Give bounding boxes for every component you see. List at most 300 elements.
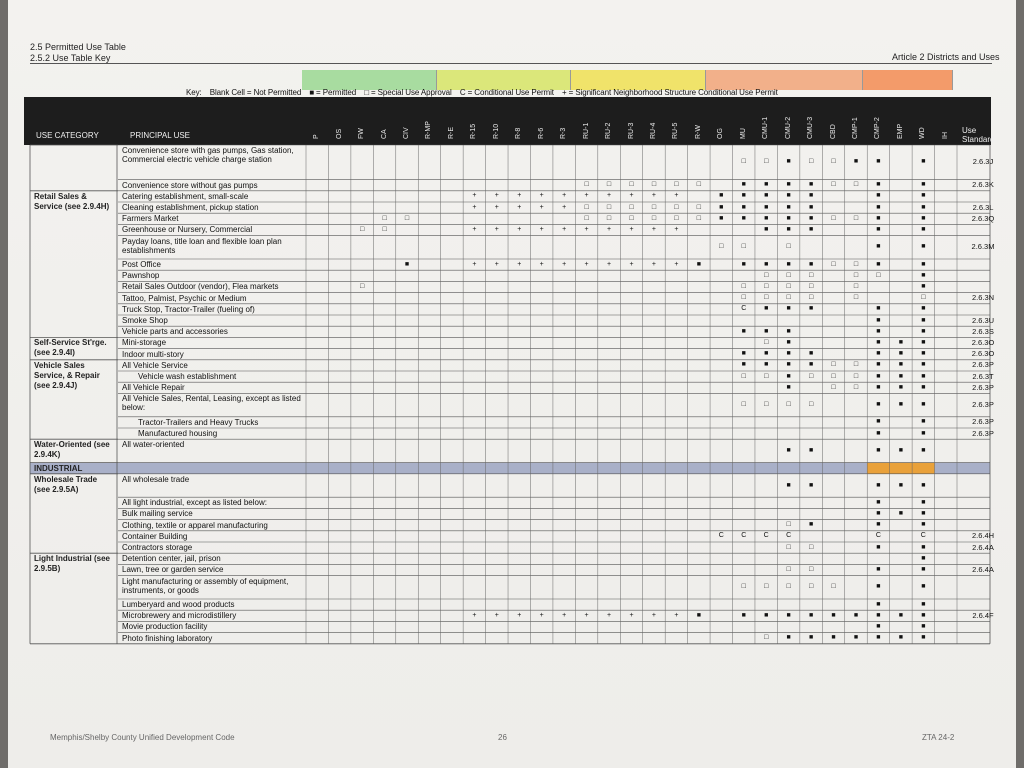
permission-mark: ■ — [921, 243, 926, 251]
permission-mark: + — [494, 203, 499, 211]
permission-mark: ■ — [921, 543, 926, 551]
permission-mark: ■ — [786, 372, 791, 380]
use-category: Self-Service St'rge. (see 2.9.4I) — [34, 338, 107, 358]
permission-mark: ■ — [853, 611, 859, 619]
permission-mark: □ — [764, 283, 769, 290]
permission-mark: ■ — [808, 611, 814, 619]
band — [867, 463, 934, 474]
permission-mark: + — [539, 226, 544, 233]
permission-mark: ■ — [741, 327, 746, 335]
use-standard: 2.6.3U — [971, 315, 995, 325]
permission-mark: ■ — [786, 634, 791, 642]
district-header: CMP-1 — [851, 117, 859, 139]
permission-mark: + — [562, 192, 567, 200]
district-header: R-6 — [537, 127, 545, 139]
use-category-header: USE CATEGORY — [36, 131, 99, 140]
principal-use: Tractor-Trailers and Heavy Trucks — [138, 417, 259, 427]
permission-mark: □ — [831, 361, 836, 369]
principal-use: Movie production facility — [122, 622, 208, 632]
permission-mark: ■ — [786, 611, 791, 619]
permission-mark: ■ — [786, 214, 791, 222]
permission-mark: ■ — [786, 158, 791, 166]
permission-mark: + — [584, 192, 589, 200]
permission-mark: ■ — [876, 600, 881, 608]
permission-mark: + — [517, 226, 522, 233]
principal-use: Payday loans, title loan and flexible loan plan establishments — [122, 236, 282, 255]
permission-mark: ■ — [921, 634, 926, 642]
permission-mark: ■ — [764, 214, 769, 222]
key-permitted: = Permitted — [316, 88, 357, 97]
permission-mark: ■ — [808, 446, 814, 454]
permission-mark: ■ — [876, 361, 881, 369]
permission-mark: ■ — [876, 543, 881, 551]
permitted-symbol: ■ — [309, 88, 315, 97]
permission-mark: ■ — [696, 611, 701, 619]
permission-mark: + — [607, 611, 612, 619]
permission-mark: ■ — [808, 192, 814, 200]
permission-mark: + — [562, 226, 567, 233]
district-header: EMP — [896, 123, 904, 139]
permission-mark: □ — [831, 158, 836, 166]
principal-use: All Vehicle Sales, Rental, Leasing, except as listed below: — [122, 394, 301, 413]
key-neighborhood: = Significant Neighborhood Structure Conditional Use Permit — [568, 88, 778, 97]
neighborhood-symbol: + — [562, 88, 567, 97]
permission-mark: ■ — [876, 481, 881, 489]
permission-mark: ■ — [876, 510, 881, 517]
district-header: P — [313, 134, 321, 139]
permission-mark: + — [539, 203, 544, 211]
permission-mark: + — [607, 260, 612, 268]
permission-mark: ■ — [786, 481, 791, 489]
principal-use: All light industrial, except as listed below: — [122, 498, 267, 508]
permission-mark: ■ — [921, 611, 926, 619]
permission-mark: ■ — [741, 361, 746, 369]
permission-mark: ■ — [876, 226, 881, 233]
permission-mark: □ — [853, 294, 859, 302]
permission-mark: □ — [808, 583, 814, 591]
permission-mark: □ — [786, 583, 791, 591]
permission-mark: + — [674, 192, 679, 200]
permission-mark: □ — [359, 283, 365, 290]
principal-use: Contractors storage — [122, 543, 193, 552]
permission-mark: □ — [808, 294, 814, 302]
principal-use-header: PRINCIPAL USE — [130, 131, 191, 140]
permission-mark: ■ — [853, 158, 859, 166]
principal-use: Detention center, jail, prison — [122, 554, 221, 564]
use-category: Wholesale Trade (see 2.9.5A) — [34, 474, 98, 494]
use-standard: 2.6.3P — [972, 417, 994, 427]
permission-mark: ■ — [876, 305, 881, 313]
permission-mark: + — [517, 203, 522, 211]
district-header: CMU-2 — [784, 116, 792, 139]
permission-mark: ■ — [786, 305, 791, 313]
principal-use: All wholesale trade — [122, 474, 190, 484]
principal-use: Post Office — [122, 260, 161, 269]
use-standard: 2.6.3P — [972, 428, 994, 438]
district-header: RU-4 — [649, 122, 657, 139]
permission-mark: ■ — [921, 350, 926, 358]
permission-mark: ■ — [898, 350, 903, 358]
use-standard: 2.6.3S — [972, 326, 994, 336]
permission-mark: C — [920, 532, 926, 540]
permission-mark: ■ — [786, 350, 791, 358]
permission-mark: □ — [808, 283, 814, 290]
permission-mark: ■ — [921, 383, 926, 391]
permission-mark: ■ — [741, 181, 746, 189]
permission-mark: □ — [853, 372, 859, 380]
permission-mark: □ — [674, 214, 679, 222]
principal-use: Lumberyard and wood products — [122, 600, 235, 609]
permission-mark: + — [472, 260, 477, 268]
permission-mark: ■ — [921, 401, 926, 409]
article-title: Article 2 Districts and Uses — [892, 52, 1000, 62]
use-category: Water-Oriented (see 2.9.4K) — [34, 440, 110, 460]
permission-mark: ■ — [876, 401, 881, 409]
permission-mark: □ — [853, 214, 859, 222]
permission-mark: C — [875, 532, 881, 540]
permission-mark: □ — [831, 260, 836, 268]
permission-mark: ■ — [921, 566, 926, 573]
permission-mark: C — [786, 532, 792, 540]
permission-mark: ■ — [898, 446, 903, 454]
permission-mark: □ — [764, 271, 769, 279]
principal-use: Photo finishing laboratory — [122, 633, 213, 643]
permission-mark: ■ — [921, 498, 926, 506]
permission-mark: □ — [876, 271, 881, 279]
permission-mark: ■ — [921, 339, 926, 346]
key-blank: Blank Cell = Not Permitted — [209, 88, 302, 97]
permission-mark: ■ — [876, 418, 881, 426]
use-standard: 2.6.3Q — [971, 213, 995, 223]
permission-mark: □ — [786, 243, 791, 251]
permission-mark: + — [651, 611, 656, 619]
permission-mark: ■ — [876, 214, 881, 222]
permission-mark: ■ — [921, 181, 926, 189]
permission-mark: ■ — [741, 214, 746, 222]
permission-mark: ■ — [876, 350, 881, 358]
principal-use: Catering establishment, small-scale — [122, 191, 249, 201]
permission-mark: □ — [831, 583, 836, 591]
permission-mark: ■ — [808, 350, 814, 358]
permission-mark: ■ — [876, 611, 881, 619]
permission-mark: ■ — [898, 401, 903, 409]
principal-use: Vehicle parts and accessories — [122, 327, 228, 337]
permission-mark: ■ — [764, 327, 769, 335]
permission-mark: ■ — [921, 521, 926, 529]
permission-mark: ■ — [831, 611, 836, 619]
permission-mark: □ — [808, 401, 814, 409]
permission-mark: □ — [651, 214, 657, 222]
permission-mark: □ — [651, 181, 657, 189]
permission-mark: □ — [808, 543, 814, 551]
permission-mark: + — [584, 226, 589, 233]
district-header: CIV — [403, 127, 411, 139]
permission-mark: □ — [741, 158, 746, 166]
permission-mark: ■ — [786, 203, 791, 211]
permission-mark: □ — [629, 203, 634, 211]
permission-mark: ■ — [876, 521, 881, 529]
permission-mark: ■ — [831, 634, 836, 642]
permission-mark: + — [494, 192, 499, 200]
permission-mark: □ — [404, 214, 410, 222]
permission-mark: ■ — [719, 214, 724, 222]
use-category: Retail Sales & Service (see 2.9.4H) — [34, 191, 110, 211]
use-standard: 2.6.3P — [972, 382, 994, 392]
principal-use: Convenience store with gas pumps, Gas station, Commercial electric vehicle charge station — [122, 146, 294, 164]
permission-mark: + — [562, 260, 567, 268]
district-header: OS — [335, 128, 343, 139]
permission-mark: ■ — [921, 361, 926, 369]
permission-mark: ■ — [808, 305, 814, 313]
permission-mark: □ — [741, 283, 746, 290]
permission-mark: ■ — [876, 158, 881, 166]
permission-mark: + — [539, 611, 544, 619]
use-standard: 2.6.3L — [972, 202, 994, 212]
district-header: CMU-1 — [762, 116, 770, 139]
use-standard: 2.6.3M — [971, 242, 995, 252]
permission-mark: □ — [674, 203, 679, 211]
permission-mark: ■ — [876, 260, 881, 268]
use-standard: 2.6.3O — [971, 349, 995, 359]
permission-mark: □ — [831, 214, 836, 222]
permission-mark: + — [517, 192, 522, 200]
special-symbol: □ — [364, 88, 369, 97]
permission-mark: ■ — [808, 214, 814, 222]
principal-use: All Vehicle Service — [122, 360, 188, 370]
permission-mark: □ — [674, 181, 679, 189]
permission-mark: ■ — [786, 383, 791, 391]
permission-mark: ■ — [921, 600, 926, 608]
permission-mark: ■ — [921, 481, 926, 489]
permission-mark: ■ — [876, 243, 881, 251]
permission-mark: ■ — [741, 192, 746, 200]
permission-mark: ■ — [921, 554, 926, 562]
permission-mark: + — [562, 611, 567, 619]
principal-use: Greenhouse or Nursery, Commercial — [122, 225, 253, 235]
principal-use: Vehicle wash establishment — [138, 372, 237, 381]
footer-right: ZTA 24-2 — [922, 733, 955, 742]
permission-mark: □ — [359, 226, 365, 233]
permission-mark: + — [562, 203, 567, 211]
permission-mark: + — [674, 260, 679, 268]
permission-mark: + — [472, 192, 477, 200]
permission-mark: ■ — [696, 260, 701, 268]
permission-mark: ■ — [921, 446, 926, 454]
use-category: Light Industrial (see 2.9.5B) — [34, 554, 111, 574]
permission-mark: + — [629, 226, 634, 233]
permission-mark: □ — [786, 521, 791, 529]
permission-mark: ■ — [921, 316, 926, 324]
permission-mark: ■ — [876, 372, 881, 380]
permission-mark: + — [494, 260, 499, 268]
district-header: CMP-2 — [874, 117, 882, 139]
permission-mark: ■ — [921, 623, 926, 630]
permission-mark: ■ — [921, 203, 926, 211]
permission-mark: ■ — [786, 339, 791, 346]
permission-mark: □ — [808, 271, 814, 279]
permission-mark: □ — [606, 181, 612, 189]
district-header: RU-3 — [627, 122, 635, 139]
permission-mark: ■ — [719, 192, 724, 200]
permission-mark: □ — [719, 243, 724, 251]
permission-mark: □ — [382, 226, 387, 233]
principal-use: Pawnshop — [122, 271, 160, 281]
permission-mark: □ — [696, 203, 701, 211]
permission-mark: □ — [831, 181, 836, 189]
footer-left: Memphis/Shelby County Unified Development Code — [50, 733, 235, 742]
principal-use: Indoor multi-story — [122, 349, 184, 359]
permission-mark: + — [607, 226, 612, 233]
permission-mark: □ — [853, 283, 859, 290]
permission-mark: C — [718, 532, 724, 540]
permission-mark: ■ — [786, 446, 791, 454]
principal-use: All water-oriented — [122, 440, 185, 450]
permission-mark: + — [607, 192, 612, 200]
permission-mark: + — [584, 611, 589, 619]
permission-mark: ■ — [876, 192, 881, 200]
permission-mark: ■ — [898, 634, 903, 642]
use-standard: 2.6.4H — [971, 531, 995, 541]
key-label: Key: — [186, 88, 202, 97]
permission-mark: ■ — [921, 271, 926, 279]
district-header: R-15 — [470, 123, 478, 139]
permission-mark: ■ — [921, 327, 926, 335]
permission-mark: ■ — [876, 316, 881, 324]
permission-mark: □ — [764, 339, 769, 346]
permission-mark: ■ — [921, 192, 926, 200]
permission-mark: + — [539, 260, 544, 268]
district-header: R-MP — [425, 121, 433, 139]
permission-mark: + — [629, 611, 634, 619]
permission-mark: + — [494, 226, 499, 233]
permission-mark: ■ — [764, 181, 769, 189]
permission-mark: ■ — [876, 446, 881, 454]
page-number: 26 — [498, 733, 507, 742]
permission-mark: + — [472, 226, 477, 233]
subsection-title: 2.5.2 Use Table Key — [30, 53, 111, 63]
permission-mark: + — [584, 260, 589, 268]
permission-mark: ■ — [853, 634, 859, 642]
use-standard: 2.6.4A — [972, 565, 994, 574]
permission-mark: + — [494, 611, 499, 619]
permission-mark: □ — [629, 181, 634, 189]
use-standard: 2.6.3J — [972, 157, 994, 167]
permission-mark: ■ — [741, 611, 746, 619]
permission-mark: ■ — [898, 339, 903, 346]
use-standard: 2.6.3N — [971, 293, 995, 303]
permission-mark: ■ — [764, 260, 769, 268]
permission-mark: ■ — [876, 181, 881, 189]
district-header: R-10 — [492, 123, 500, 139]
permission-mark: □ — [831, 372, 836, 380]
permission-mark: ■ — [808, 481, 814, 489]
permission-mark: □ — [853, 260, 859, 268]
permission-mark: ■ — [741, 260, 746, 268]
section-title: 2.5 Permitted Use Table — [30, 42, 126, 52]
use-category: Vehicle Sales Service, & Repair (see 2.9.4J) — [34, 360, 100, 390]
permission-mark: □ — [808, 372, 814, 380]
permission-mark: ■ — [764, 305, 769, 313]
permission-mark: □ — [741, 372, 746, 380]
permission-mark: ■ — [921, 283, 926, 290]
use-standard: 2.6.3O — [971, 338, 995, 347]
permission-mark: ■ — [876, 327, 881, 335]
permission-mark: ■ — [786, 361, 791, 369]
permission-mark: ■ — [876, 623, 881, 630]
permission-mark: ■ — [786, 181, 791, 189]
principal-use: Microbrewery and microdistillery — [122, 611, 237, 621]
permission-mark: ■ — [764, 350, 769, 358]
permission-mark: □ — [786, 566, 791, 573]
permission-mark: □ — [696, 214, 701, 222]
permission-mark: ■ — [921, 372, 926, 380]
permission-mark: ■ — [921, 429, 926, 437]
permission-mark: + — [674, 226, 679, 233]
permission-mark: ■ — [921, 158, 926, 166]
district-header: RU-2 — [605, 122, 613, 139]
permission-mark: ■ — [786, 192, 791, 200]
principal-use: Truck Stop, Tractor-Trailer (fueling of) — [122, 304, 255, 314]
use-standard-header: Use Standard — [962, 126, 995, 144]
permission-mark: ■ — [808, 361, 814, 369]
permission-mark: □ — [786, 543, 791, 551]
permission-mark: □ — [741, 294, 746, 302]
permission-mark: + — [517, 260, 522, 268]
permission-mark: □ — [764, 294, 769, 302]
principal-use: Retail Sales Outdoor (vendor), Flea markets — [122, 282, 279, 292]
permission-mark: □ — [853, 181, 859, 189]
permission-mark: ■ — [808, 203, 814, 211]
permission-mark: □ — [853, 271, 859, 279]
use-standard: 2.6.3T — [972, 371, 994, 381]
permission-mark: ■ — [898, 611, 903, 619]
district-header: R-3 — [560, 127, 568, 139]
section-label: INDUSTRIAL — [34, 463, 83, 473]
permission-mark: ■ — [898, 481, 903, 489]
permission-mark: + — [629, 260, 634, 268]
principal-use: Container Building — [122, 531, 188, 541]
permission-mark: □ — [764, 583, 769, 591]
district-header: R-W — [694, 125, 702, 139]
permission-mark: + — [651, 226, 656, 233]
district-header: RU-1 — [582, 122, 590, 139]
district-header: WD — [919, 127, 927, 139]
use-standard: 2.6.3P — [972, 360, 994, 370]
principal-use: Cleaning establishment, pickup station — [122, 203, 259, 212]
principal-use: Farmers Market — [122, 214, 179, 224]
permission-mark: C — [763, 532, 769, 540]
district-header: R-E — [447, 126, 455, 139]
permission-mark: □ — [831, 383, 836, 391]
permission-mark: □ — [606, 203, 612, 211]
permission-mark: ■ — [876, 203, 881, 211]
permission-mark: + — [539, 192, 544, 200]
permission-mark: C — [741, 532, 747, 540]
district-header: IH — [941, 132, 949, 139]
permission-mark: ■ — [808, 226, 814, 233]
principal-use: Lawn, tree or garden service — [122, 565, 224, 575]
permission-mark: ■ — [404, 260, 410, 268]
permission-mark: ■ — [808, 181, 814, 189]
permission-mark: ■ — [876, 429, 881, 437]
permission-mark: ■ — [808, 260, 814, 268]
permission-mark: ■ — [876, 383, 881, 391]
permission-mark: □ — [584, 203, 589, 211]
principal-use: Clothing, textile or apparel manufacturing — [122, 520, 268, 530]
use-standard: 2.6.4A — [972, 542, 994, 552]
permission-mark: ■ — [808, 634, 814, 642]
permission-mark: □ — [741, 401, 746, 409]
